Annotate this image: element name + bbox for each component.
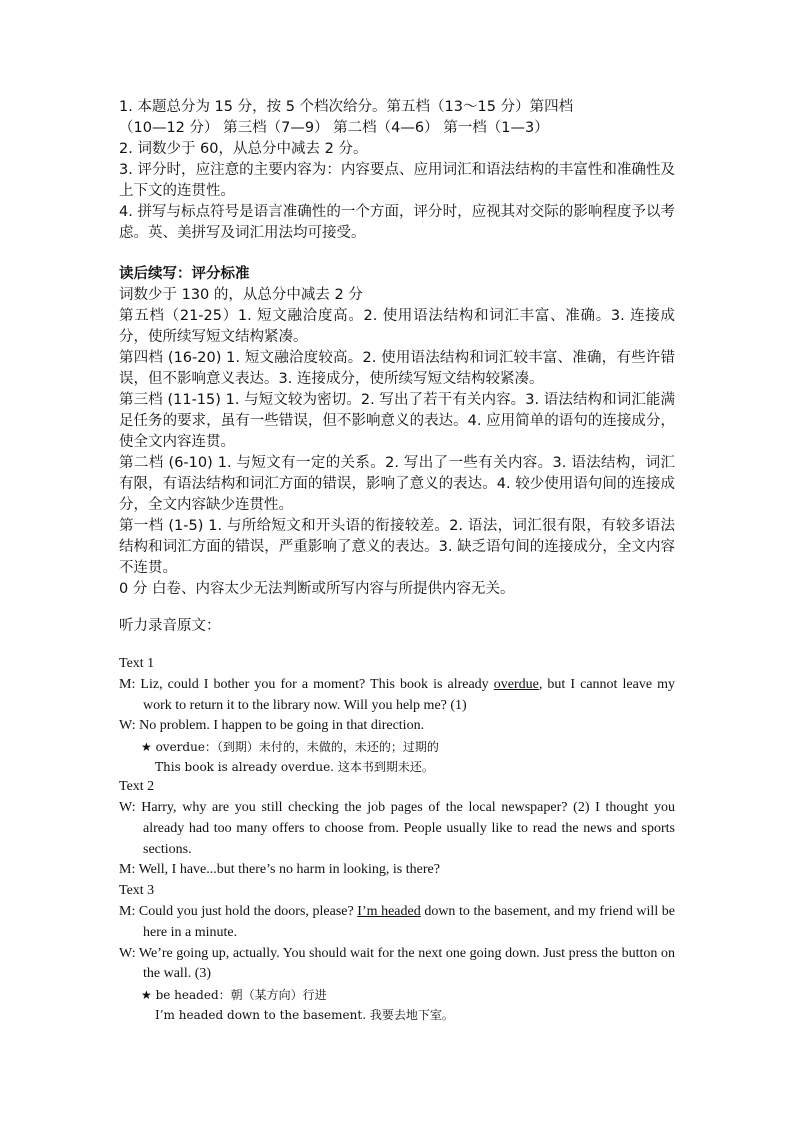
- text1-m-underlined: overdue: [493, 676, 539, 692]
- scoring-item-1-levels: （10—12 分） 第三档（7—9） 第二档（4—6） 第一档（1—3）: [119, 120, 549, 136]
- text3-w-line: W: We’re going up, actually. You should wait for the next one going down. Just press the button on the wall. (3): [119, 945, 675, 982]
- text1-m-line: [119, 675, 675, 717]
- continuation-criteria: [119, 264, 675, 600]
- section-title: 读后续写：评分标准: [119, 266, 250, 282]
- scoring-item-3: 3. 评分时，应注意的主要内容为：内容要点、应用词汇和语法结构的丰富性和准确性及上下文的连贯性。: [119, 162, 675, 199]
- level-0: 0 分 白卷、内容太少无法判断或所写内容与所提供内容无关。: [119, 581, 515, 597]
- word-count-note: 词数少于 130 的，从总分中减去 2 分: [119, 287, 363, 303]
- text3-m-underlined: I’m headed: [357, 903, 421, 919]
- level-3: 第三档 (11-15) 1. 与短文较为密切。2. 写出了若干有关内容。3. 语法结构和词汇能满足任务的要求，虽有一些错误，但不影响意义的表达。4. 应用简单的语句的连接成分，使全文内容连贯。: [119, 392, 675, 450]
- text3-m-line: [119, 902, 675, 944]
- level-4: 第四档 (16-20) 1. 短文融洽度较高。2. 使用语法结构和词汇较丰富、准确，有些许错误，但不影响意义表达。3. 连接成分，使所续写短文结构较紧凑。: [119, 350, 675, 387]
- level-2: 第二档 (6-10) 1. 与短文有一定的关系。2. 写出了一些有关内容。3. 语法结构，词汇有限，有语法结构和词汇方面的错误，影响了意义的表达。4. 较少使用语句间的连接成分，全文内容缺少连贯性。: [119, 455, 675, 513]
- text1-vocab-example: This book is already overdue. 这本书到期未还。: [155, 760, 434, 775]
- text3-vocab-note: ★ be headed：朝（某方向）行进: [141, 988, 327, 1003]
- scoring-item-2: 2. 词数少于 60，从总分中减去 2 分。: [119, 141, 368, 157]
- scoring-rules: [119, 97, 675, 244]
- text1-w-line: W: No problem. I happen to be going in that direction.: [119, 718, 425, 734]
- text1-m-post: , but I cannot leave my work to return it to the library now. Will you help me? (1): [143, 676, 676, 713]
- text1-vocab-note: ★ overdue：（到期）未付的，未做的，未还的；过期的: [141, 740, 439, 755]
- text1-label: Text 1: [119, 656, 155, 671]
- text3-m-pre: M: Could you just hold the doors, please?: [119, 903, 358, 919]
- text3-vocab-example: I’m headed down to the basement. 我要去地下室。: [155, 1008, 454, 1023]
- listening-heading: 听力录音原文：: [119, 618, 221, 634]
- text1-m-pre: M: Liz, could I bother you for a moment? This book is already: [119, 676, 494, 692]
- text2-w-line: W: Harry, why are you still checking the job pages of the local newspaper? (2) I thought you already had too many offers to choose from. People usually like to read the news and sports sections.: [119, 799, 675, 857]
- text2-m-line: M: Well, I have...but there’s no harm in looking, is there?: [119, 862, 440, 878]
- scoring-item-4: 4. 拼写与标点符号是语言准确性的一个方面，评分时，应视其对交际的影响程度予以考虑。英、美拼写及词汇用法均可接受。: [119, 204, 675, 241]
- text3-m-post: down to the basement, and my friend will be here in a minute.: [143, 903, 676, 940]
- level-5: 第五档（21-25）1. 短文融洽度高。2. 使用语法结构和词汇丰富、准确。3. 连接成分，使所续写短文结构紧凑。: [119, 308, 675, 345]
- listening-heading-block: [119, 616, 675, 637]
- scoring-item-1: 1. 本题总分为 15 分，按 5 个档次给分。第五档（13～15 分）第四档: [119, 99, 574, 115]
- text2-label: Text 2: [119, 779, 155, 795]
- level-1: 第一档 (1-5) 1. 与所给短文和开头语的衔接较差。2. 语法，词汇很有限，有较多语法结构和词汇方面的错误，严重影响了意义的表达。3. 缺乏语句间的连接成分，全文内容不连贯。: [119, 518, 675, 576]
- listening-transcript: [119, 654, 675, 1025]
- text3-label: Text 3: [119, 883, 155, 899]
